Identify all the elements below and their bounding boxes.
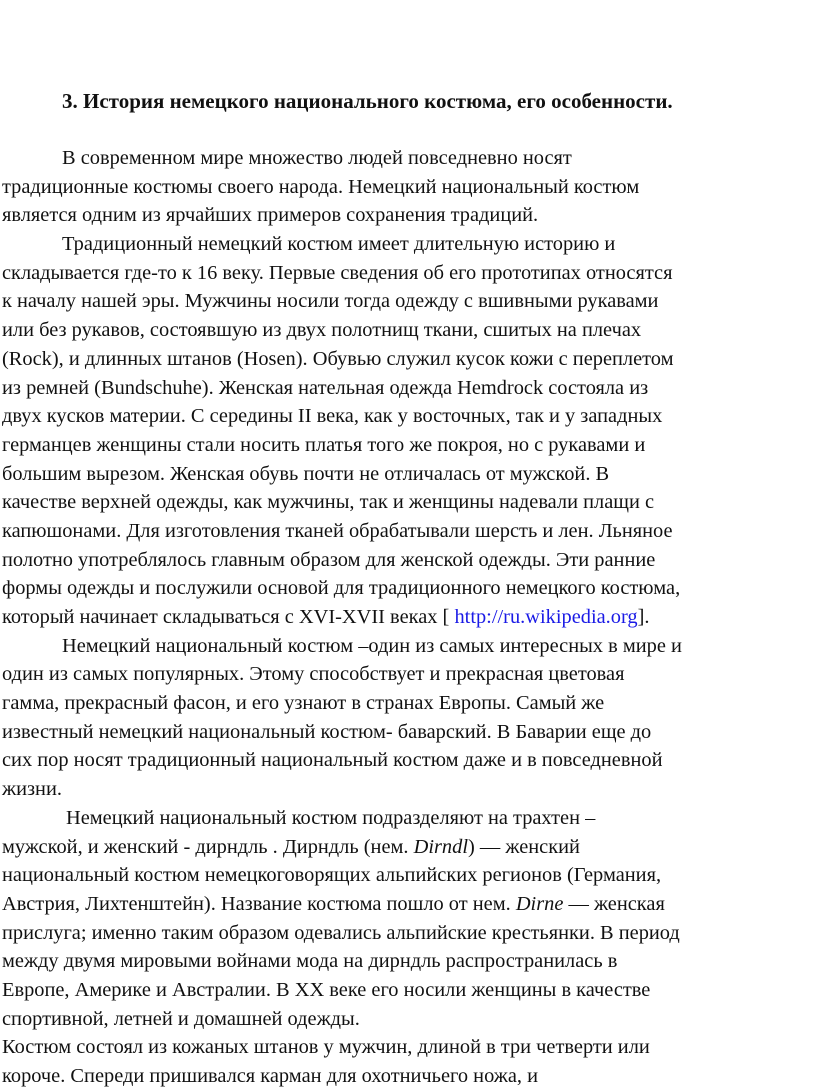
text-segment: ) — женский: [468, 835, 580, 858]
text-line: большим вырезом. Женская обувь почти не отличалась от мужской. В: [2, 462, 610, 485]
text-line: из ремней (Bundschuhe). Женская нательная одежда Hemdrock состояла из: [2, 376, 649, 399]
text-line: гамма, прекрасный фасон, и его узнают в странах Европы. Самый же: [2, 692, 605, 715]
text-line: один из самых популярных. Этому способствует и прекрасная цветовая: [2, 663, 625, 686]
text-line: качестве верхней одежды, как мужчины, так и женщины надевали плащи с: [2, 491, 655, 514]
text-line: (Rock), и длинных штанов (Hosen). Обувью служил кусок кожи с переплетом: [2, 347, 674, 370]
text-line: Немецкий национальный костюм –один из самых интересных в мире и: [62, 634, 682, 657]
italic-term: Dirndl: [413, 835, 468, 858]
text-line: или без рукавов, состоявшую из двух полотнищ ткани, сшитых на плечах: [2, 319, 642, 342]
document-body: [0, 144, 816, 1091]
text-line: В современном мире множество людей повседневно носят: [62, 147, 572, 169]
text-line: между двумя мировыми войнами мода на дирндль распространилась в: [2, 950, 618, 973]
text-line: жизни.: [2, 778, 62, 801]
text-line: Немецкий национальный костюм подразделяют на трахтен –: [66, 806, 596, 829]
text-line: известный немецкий национальный костюм- баварский. В Баварии еще до: [2, 720, 652, 743]
text-line: национальный костюм немецкоговорящих альпийских регионов (Германия,: [2, 864, 662, 887]
text-line-with-italic: [0, 890, 816, 919]
text-line: Костюм состоял из кожаных штанов у мужчин, длиной в три четверти или: [2, 1036, 650, 1059]
text-line: полотно употреблялось главным образом для женской одежды. Эти ранние: [2, 548, 656, 571]
text-line: короче. Спереди пришивался карман для охотничьего ножа, и: [2, 1065, 539, 1087]
section-heading: 3. История немецкого национального костюма, его особенности.: [62, 89, 673, 113]
text-line: формы одежды и послужили основой для традиционного немецкого костюма,: [2, 577, 681, 600]
text-segment: мужской, и женский - дирндль . Дирндль (нем.: [2, 835, 414, 858]
text-line: двух кусков материи. С середины II века, как у восточных, так и у западных: [2, 405, 663, 428]
text-segment: ].: [637, 606, 650, 628]
text-line: является одним из ярчайших примеров сохранения традиций.: [2, 204, 539, 227]
text-segment: — женская: [563, 892, 665, 915]
text-line: к началу нашей эры. Мужчины носили тогда одежду с вшивными рукавами: [2, 290, 659, 313]
text-line: Европе, Америке и Австралии. В XX веке его носили женщины в качестве: [2, 978, 651, 1001]
text-line: Традиционный немецкий костюм имеет длительную историю и: [62, 233, 616, 256]
text-segment: который начинает складываться с XVI-XVII веках [: [2, 606, 455, 628]
text-line: сих пор носят традиционный национальный костюм даже и в повседневной: [2, 749, 663, 772]
text-segment: Австрия, Лихтенштейн). Название костюма пошло от нем.: [2, 892, 516, 915]
italic-term: Dirne: [515, 892, 564, 915]
text-line: спортивной, летней и домашней одежды.: [2, 1007, 360, 1030]
text-line-with-link: [0, 603, 816, 632]
text-line: капюшонами. Для изготовления тканей обрабатывали шерсть и лен. Льняное: [2, 519, 673, 542]
wikipedia-link[interactable]: http://ru.wikipedia.org: [454, 606, 638, 628]
text-line: прислуга; именно таким образом одевались альпийские крестьянки. В период: [2, 921, 680, 944]
text-line: складывается где-то к 16 веку. Первые сведения об его прототипах относятся: [2, 261, 673, 284]
text-line-with-italic: [0, 833, 816, 862]
text-line: традиционные костюмы своего народа. Немецкий национальный костюм: [2, 175, 640, 198]
text-line: германцев женщины стали носить платья того же покроя, но с рукавами и: [2, 433, 646, 456]
